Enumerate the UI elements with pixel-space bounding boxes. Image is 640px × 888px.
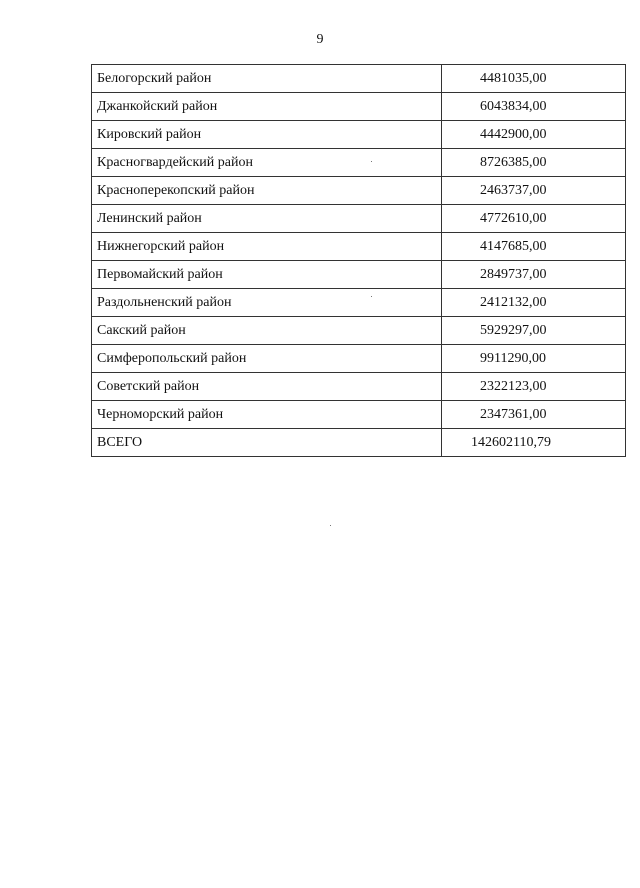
- district-amount: 4147685,00: [442, 233, 626, 261]
- district-name: Симферопольский район: [92, 345, 442, 373]
- total-label: ВСЕГО: [92, 429, 442, 457]
- table-row: [92, 121, 626, 149]
- district-amount: 2347361,00: [442, 401, 626, 429]
- district-name: Джанкойский район: [92, 93, 442, 121]
- district-name: Красногвардейский район: [92, 149, 442, 177]
- district-amount: 4481035,00: [442, 65, 626, 93]
- table-row: [92, 289, 626, 317]
- table-row: [92, 317, 626, 345]
- table-row: [92, 233, 626, 261]
- district-amount: 2849737,00: [442, 261, 626, 289]
- scan-speck: [371, 296, 372, 297]
- district-amount: 2322123,00: [442, 373, 626, 401]
- district-name: Раздольненский район: [92, 289, 442, 317]
- district-name: Красноперекопский район: [92, 177, 442, 205]
- district-amount: 8726385,00: [442, 149, 626, 177]
- district-amount: 9911290,00: [442, 345, 626, 373]
- district-name: Черноморский район: [92, 401, 442, 429]
- table-row: [92, 149, 626, 177]
- table-row: [92, 65, 626, 93]
- table-row: [92, 93, 626, 121]
- table-row: [92, 205, 626, 233]
- table-row: [92, 177, 626, 205]
- district-amount: 4442900,00: [442, 121, 626, 149]
- total-amount: 142602110,79: [442, 429, 626, 457]
- district-name: Нижнегорский район: [92, 233, 442, 261]
- district-name: Ленинский район: [92, 205, 442, 233]
- district-name: Первомайский район: [92, 261, 442, 289]
- total-row: [92, 429, 626, 457]
- district-name: Советский район: [92, 373, 442, 401]
- district-amount: 5929297,00: [442, 317, 626, 345]
- table-row: [92, 373, 626, 401]
- scan-speck: [330, 525, 331, 526]
- page-number: 9: [316, 32, 324, 47]
- scan-speck: [371, 161, 372, 162]
- budget-table: [91, 64, 626, 457]
- district-name: Белогорский район: [92, 65, 442, 93]
- district-amount: 4772610,00: [442, 205, 626, 233]
- district-name: Сакский район: [92, 317, 442, 345]
- table-row: [92, 261, 626, 289]
- district-amount: 2412132,00: [442, 289, 626, 317]
- district-name: Кировский район: [92, 121, 442, 149]
- table-row: [92, 401, 626, 429]
- district-amount: 2463737,00: [442, 177, 626, 205]
- table-row: [92, 345, 626, 373]
- district-amount: 6043834,00: [442, 93, 626, 121]
